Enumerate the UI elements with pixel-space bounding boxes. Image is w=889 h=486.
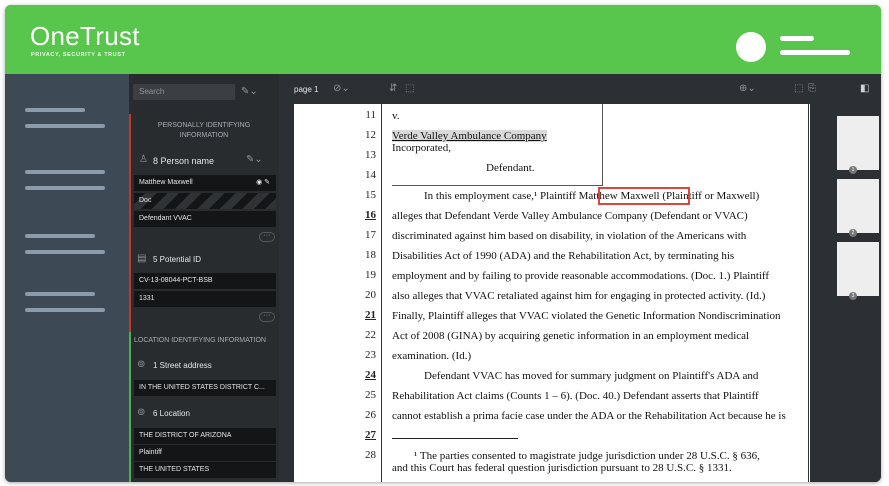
more-potential-button[interactable]: ··· bbox=[259, 312, 275, 322]
more-person-button[interactable]: ··· bbox=[259, 232, 275, 242]
list-item-label: THE UNITED STATES bbox=[139, 466, 210, 473]
caption-v: v. bbox=[392, 110, 400, 122]
line-number: 21 bbox=[365, 309, 376, 321]
body-line-25[interactable]: Rehabilitation Act claims (Counts 1 – 6). (Doc. 40.) Defendant asserts that Plaintiff bbox=[392, 390, 759, 402]
list-item-label: Matthew Maxwell bbox=[139, 179, 193, 186]
thumbnail-page-1[interactable] bbox=[837, 116, 879, 170]
body-line-19[interactable]: employment and by failing to provide reasonable accommodations. (Doc. 1.) Plaintiff bbox=[392, 270, 770, 282]
redaction-box-matthew-maxwell[interactable] bbox=[600, 189, 688, 203]
caption-company[interactable]: Verde Valley Ambulance Company bbox=[392, 130, 547, 142]
group-street-address[interactable]: 1 Street address bbox=[153, 361, 212, 370]
panel-toggle-icon[interactable]: ◧ bbox=[860, 83, 870, 94]
top-header bbox=[5, 5, 881, 74]
group-location[interactable]: 6 Location bbox=[153, 409, 190, 418]
line-number: 18 bbox=[365, 249, 376, 261]
list-item-label: THE DISTRICT OF ARIZONA bbox=[139, 432, 232, 439]
body-line-26[interactable]: cannot establish a prima facie case under the ADA or the Rehabilitation Act because he is bbox=[392, 410, 786, 422]
footnote-line-1[interactable]: ¹ The parties consented to magistrate judge jurisdiction under 28 U.S.C. § 636, bbox=[414, 450, 760, 462]
nav-item-2[interactable] bbox=[25, 124, 105, 128]
nav-item-1[interactable] bbox=[25, 108, 85, 112]
line-number: 25 bbox=[365, 389, 376, 401]
body-line-20[interactable]: also alleges that VVAC retaliated against him for engaging in protected activity. (Id.) bbox=[392, 290, 766, 302]
list-item-location-1[interactable] bbox=[134, 428, 276, 444]
section-marker-red bbox=[129, 114, 131, 332]
body-line-24[interactable]: Defendant VVAC has moved for summary judgment on Plaintiff's ADA and bbox=[424, 370, 759, 382]
line-number: 12 bbox=[365, 129, 376, 141]
list-item-label: CV-13-08044-PCT-BSB bbox=[139, 277, 213, 284]
line-number: 27 bbox=[365, 429, 376, 441]
list-item-location-2[interactable] bbox=[134, 445, 276, 461]
footnote-separator bbox=[392, 438, 518, 439]
body-line-23[interactable]: examination. (Id.) bbox=[392, 350, 472, 362]
redaction-panel bbox=[129, 74, 279, 482]
line-number: 19 bbox=[365, 269, 376, 281]
thumbnail-number: 2 bbox=[849, 229, 857, 237]
brand-tagline: PRIVACY, SECURITY & TRUST bbox=[31, 52, 126, 58]
group-person-name[interactable]: 8 Person name bbox=[153, 156, 215, 166]
crop-icon[interactable]: ⬚ bbox=[794, 83, 804, 94]
brand-logo[interactable]: OneTrust bbox=[30, 21, 140, 51]
document-settings-icon[interactable]: ⎘ bbox=[808, 83, 816, 94]
person-icon: ♙ bbox=[139, 154, 148, 165]
list-item-person-2[interactable] bbox=[134, 193, 276, 209]
line-number: 23 bbox=[365, 349, 376, 361]
caption-box-border bbox=[602, 104, 603, 186]
thumbnail-page-2[interactable] bbox=[837, 179, 879, 233]
location-pin-icon: ⊚ bbox=[137, 407, 146, 418]
body-line-17[interactable]: discriminated against him based on disability, in violation of the Americans with bbox=[392, 230, 747, 242]
line-number: 17 bbox=[365, 229, 376, 241]
list-item-label: Doc bbox=[139, 197, 152, 204]
nav-item-8[interactable] bbox=[25, 308, 105, 312]
section-marker-green bbox=[129, 332, 131, 482]
body-line-15[interactable]: In this employment case,¹ Plaintiff Matthew Maxwell (Plaintiff or Maxwell) bbox=[424, 190, 760, 202]
pen-dropdown-icon[interactable]: ✎⌄ bbox=[246, 154, 263, 165]
body-line-21[interactable]: Finally, Plaintiff alleges that VVAC violated the Genetic Information Nondiscrimination bbox=[392, 310, 781, 322]
list-item-potential-2[interactable] bbox=[134, 291, 276, 307]
section-title-location: LOCATION IDENTIFYING INFORMATION bbox=[134, 337, 266, 344]
search-input[interactable]: Search bbox=[133, 84, 235, 100]
eye-icon[interactable]: ◉ ✎ bbox=[256, 179, 270, 186]
page-selector[interactable]: page 1 bbox=[294, 85, 319, 94]
nav-item-6[interactable] bbox=[25, 250, 105, 254]
line-number: 20 bbox=[365, 289, 376, 301]
list-item-label: IN THE UNITED STATES DISTRICT C... bbox=[139, 384, 265, 391]
line-number: 16 bbox=[365, 209, 376, 221]
list-item-location-3[interactable] bbox=[134, 462, 276, 478]
text-select-icon[interactable]: ⇵ bbox=[389, 83, 398, 94]
caption-defendant: Defendant. bbox=[486, 162, 535, 174]
location-pin-icon: ⊚ bbox=[137, 359, 146, 370]
group-potential-id[interactable]: 5 Potential ID bbox=[153, 255, 202, 264]
caption-incorporated: Incorporated, bbox=[392, 142, 451, 154]
body-line-18[interactable]: Disabilities Act of 1990 (ADA) and the Rehabilitation Act, by terminating his bbox=[392, 250, 735, 262]
list-item-person-3[interactable] bbox=[134, 211, 276, 227]
line-number: 15 bbox=[365, 189, 376, 201]
check-circle-icon[interactable]: ⊘⌄ bbox=[333, 83, 350, 94]
nav-item-3[interactable] bbox=[25, 170, 105, 174]
app-window bbox=[5, 5, 881, 482]
user-avatar[interactable] bbox=[736, 32, 766, 62]
thumbnail-number: 3 bbox=[849, 292, 857, 300]
body-line-22[interactable]: Act of 2008 (GINA) by acquiring genetic information in an employment medical bbox=[392, 330, 750, 342]
list-item-label: 1331 bbox=[139, 295, 155, 302]
thumbnail-number: 1 bbox=[849, 166, 857, 174]
nav-item-7[interactable] bbox=[25, 292, 95, 296]
left-navigation bbox=[5, 74, 129, 482]
margin-line-right bbox=[808, 104, 809, 482]
line-number: 26 bbox=[365, 409, 376, 421]
line-number: 11 bbox=[365, 109, 376, 121]
nav-item-4[interactable] bbox=[25, 186, 105, 190]
nav-item-5[interactable] bbox=[25, 234, 95, 238]
document-page bbox=[294, 104, 810, 482]
area-select-icon[interactable]: ⬚ bbox=[405, 83, 415, 94]
zoom-icon[interactable]: ⊕⌄ bbox=[739, 83, 756, 94]
list-item-label: Defendant VVAC bbox=[139, 215, 192, 222]
id-card-icon: ▤ bbox=[137, 253, 147, 264]
list-item-potential-1[interactable] bbox=[134, 273, 276, 289]
list-item-person-1[interactable] bbox=[134, 175, 276, 191]
document-toolbar bbox=[279, 74, 814, 104]
footnote-line-2[interactable]: and this Court has federal question jurisdiction pursuant to 28 U.S.C. § 1331. bbox=[392, 462, 732, 474]
line-number: 22 bbox=[365, 329, 376, 341]
list-item-street-1[interactable] bbox=[134, 380, 276, 396]
line-number: 24 bbox=[365, 369, 376, 381]
pen-filter-icon[interactable]: ✎⌄ bbox=[241, 86, 258, 97]
line-number: 13 bbox=[365, 149, 376, 161]
body-line-16[interactable]: alleges that Defendant Verde Valley Ambulance Company (Defendant or VVAC) bbox=[392, 210, 748, 222]
section-title-personal: PERSONALLY IDENTIFYING INFORMATION bbox=[157, 122, 251, 139]
list-item-label: Plaintiff bbox=[139, 449, 162, 456]
line-number: 28 bbox=[365, 449, 376, 461]
caption-box-bottom bbox=[392, 185, 603, 186]
thumbnail-page-3[interactable] bbox=[837, 242, 879, 296]
page-thumbnails bbox=[830, 104, 881, 482]
margin-line-left bbox=[381, 104, 382, 482]
line-number: 14 bbox=[365, 169, 376, 181]
